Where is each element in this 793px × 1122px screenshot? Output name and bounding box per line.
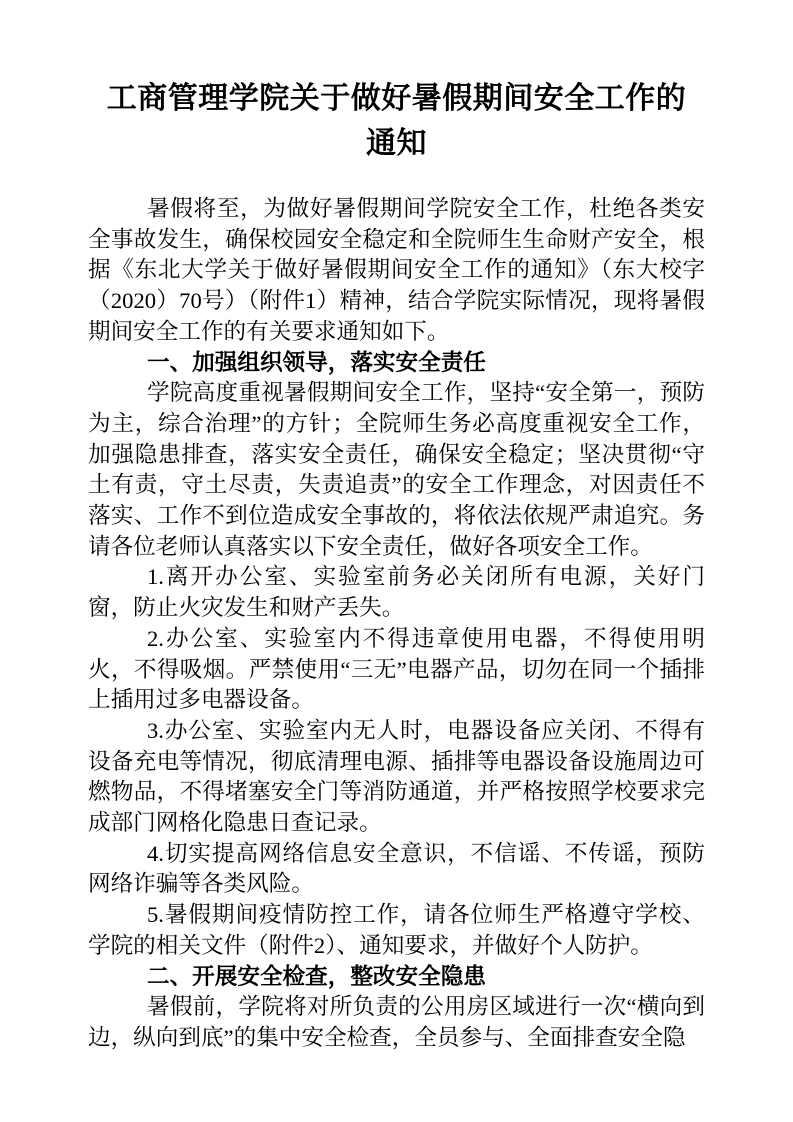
item-5-paragraph: 5.暑假期间疫情防控工作，请各位师生严格遵守学校、学院的相关文件（附件2）、通知要求，并做好个人防护。 bbox=[88, 902, 705, 958]
document-content bbox=[88, 0, 705, 1054]
item-2-paragraph: 2.办公室、实验室内不得违章使用电器，不得使用明火，不得吸烟。严禁使用“三无”电器产品，切勿在同一个插排上插用过多电器设备。 bbox=[88, 625, 705, 713]
title-line-2: 通知 bbox=[366, 127, 427, 160]
section-heading-1: 一、加强组织领导，落实安全责任 bbox=[147, 349, 486, 375]
document-title bbox=[88, 76, 705, 166]
item-4-paragraph: 4.切实提高网络信息安全意识，不信谣、不传谣，预防网络诈骗等各类风险。 bbox=[88, 840, 705, 897]
intro-paragraph: 暑假将至，为做好暑假期间学院安全工作，杜绝各类安全事故发生，确保校园安全稳定和全院师生生命财产安全，根据《东北大学关于做好暑假期间安全工作的通知》（东大校字（2020）70号）（附件1）精神，结合学院实际情况，现将暑假期间安全工作的有关要求通知如下。 bbox=[88, 196, 705, 344]
document-body bbox=[88, 194, 705, 1054]
section-heading-2: 二、开展安全检查，整改安全隐患 bbox=[147, 963, 486, 989]
section2-paragraph: 暑假前，学院将对所负责的公用房区域进行一次“横向到边，纵向到底”的集中安全检查，全员参与、全面排查安全隐 bbox=[88, 994, 705, 1050]
title-line-1: 工商管理学院关于做好暑假期间安全工作的 bbox=[106, 82, 687, 115]
item-1-paragraph: 1.离开办公室、实验室前务必关闭所有电源，关好门窗，防止火灾发生和财产丢失。 bbox=[88, 564, 705, 621]
section1-paragraph: 学院高度重视暑假期间安全工作，坚持“安全第一，预防为主，综合治理”的方针；全院师生务必高度重视安全工作，加强隐患排查，落实安全责任，确保安全稳定；坚决贯彻“守土有责，守土尽责，失责追责”的安全工作理念，对因责任不落实、工作不到位造成安全事故的，将依法依规严肃追究。务请各位老师认真落实以下安全责任，做好各项安全工作。 bbox=[88, 380, 705, 559]
item-3-paragraph: 3.办公室、实验室内无人时，电器设备应关闭、不得有设备充电等情况，彻底清理电源、插排等电器设备设施周边可燃物品，不得堵塞安全门等消防通道，并严格按照学校要求完成部门网格化隐患日查记录。 bbox=[88, 717, 705, 836]
